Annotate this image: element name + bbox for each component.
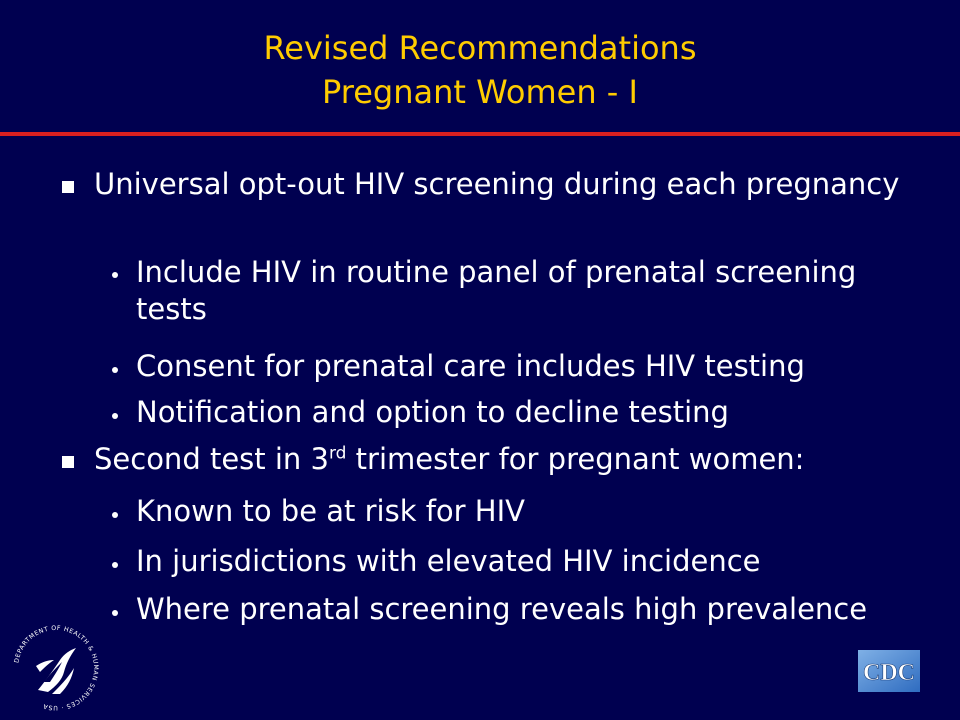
sub-bullet-consent: Consent for prenatal care includes HIV testing xyxy=(136,349,805,383)
bullet-universal-screening: Universal opt-out HIV screening during each pregnancy xyxy=(94,167,900,201)
svg-text:DEPARTMENT OF HEALTH & HUMAN S: DEPARTMENT OF HEALTH & HUMAN SERVICES · USA xyxy=(13,624,100,712)
title-line-1: Revised Recommendations xyxy=(263,29,697,67)
sub-bullet-at-risk: Known to be at risk for HIV xyxy=(136,494,526,528)
sub-bullet-jurisdictions: In jurisdictions with elevated HIV incidence xyxy=(136,544,761,578)
square-bullet-icon xyxy=(62,181,74,193)
second-test-text-pre: Second test in 3 xyxy=(94,442,329,476)
ordinal-superscript: rd xyxy=(328,443,347,464)
second-test-text-post: trimester for pregnant women: xyxy=(346,442,805,476)
bullet-second-test xyxy=(94,441,904,478)
sub-bullet-routine-panel: Include HIV in routine panel of prenatal screening tests xyxy=(136,255,857,326)
dot-bullet-icon xyxy=(112,272,118,278)
title-line-2: Pregnant Women - I xyxy=(322,73,638,111)
hhs-seal-logo xyxy=(8,620,104,716)
square-bullet-icon xyxy=(62,456,74,468)
dot-bullet-icon xyxy=(112,610,118,616)
dot-bullet-icon xyxy=(112,413,118,419)
svg-text:CDC: CDC xyxy=(863,660,915,686)
sub-bullet-notification: Notification and option to decline testing xyxy=(136,395,729,429)
dot-bullet-icon xyxy=(112,512,118,518)
cdc-logo xyxy=(858,650,920,692)
dot-bullet-icon xyxy=(112,367,118,373)
sub-bullet-prevalence: Where prenatal screening reveals high prevalence xyxy=(136,592,868,626)
dot-bullet-icon xyxy=(112,562,118,568)
